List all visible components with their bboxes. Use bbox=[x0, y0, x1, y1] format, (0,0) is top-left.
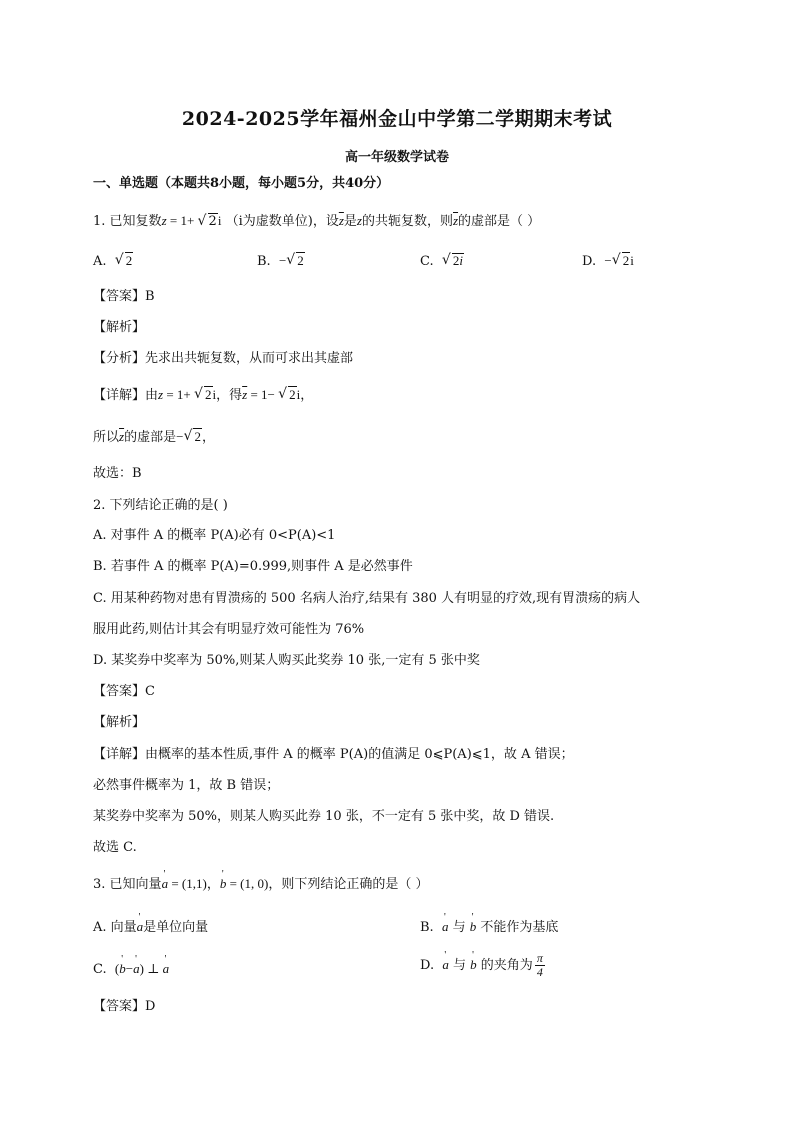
q2-detail-2: 必然事件概率为 1，故 B 错误； bbox=[93, 778, 280, 793]
q2-option-d: D. 某奖券中奖率为 50%,则某人购买此奖券 10 张,一定有 5 张中奖 bbox=[93, 653, 480, 668]
q1-conclusion: 所以z的虚部是− √ 2， bbox=[93, 428, 215, 447]
q2-option-c-line2: 服用此药,则估计其会有明显疗效可能性为 76% bbox=[93, 622, 365, 637]
q3-option-c: C. (' b−' a) ⊥ ' a bbox=[93, 960, 169, 979]
q2-detail-1: 【详解】由概率的基本性质,事件 A 的概率 P(A)的值满足 0⩽P(A)⩽1，故 A 错误； bbox=[93, 747, 574, 762]
q1-choose: 故选：B bbox=[93, 466, 142, 481]
q2-analysis-label: 【解析】 bbox=[93, 715, 146, 730]
q1-detail: 【详解】由z = 1+ √ 2i，得z = 1− √ 2i， bbox=[93, 386, 313, 405]
question-1-stem: 1. 已知复数z = 1+ √ 2i （i为虚数单位)，设z是z的共轭复数，则z的虚部是（ ） bbox=[93, 212, 540, 231]
q3-answer: 【答案】D bbox=[93, 999, 156, 1014]
q1-option-c: C. √ 2i bbox=[420, 252, 464, 271]
q1-option-a: A. √ 2 bbox=[93, 252, 133, 271]
q2-option-b: B. 若事件 A 的概率 P(A)=0.999,则事件 A 是必然事件 bbox=[93, 559, 413, 574]
q3-option-a: A. 向量' a是单位向量 bbox=[93, 918, 208, 937]
q2-option-a: A. 对事件 A 的概率 P(A)必有 0<P(A)<1 bbox=[93, 528, 336, 543]
section-heading: 一、单选题（本题共8小题，每小题5分，共40分） bbox=[93, 176, 390, 191]
q3-option-d: D. ' a 与 ' b 的夹角为 $\frac{\pi}{4}$ bbox=[420, 952, 547, 979]
q1-analysis-label: 【解析】 bbox=[93, 320, 146, 335]
q1-fenxi: 【分析】先求出共轭复数，从而可求出其虚部 bbox=[93, 351, 354, 366]
question-number: 1. bbox=[93, 214, 106, 229]
question-3-stem: 3. 已知向量' a = (1,1)，' b = (1, 0)，则下列结论正确的是（ ） bbox=[93, 875, 428, 894]
q2-choose: 故选 C. bbox=[93, 840, 137, 855]
page-title: 2024-2025学年福州金山中学第二学期期末考试 bbox=[181, 108, 613, 130]
q2-detail-3: 某奖券中奖率为 50%，则某人购买此券 10 张，不一定有 5 张中奖，故 D 错误. bbox=[93, 809, 555, 824]
q1-option-d: D. − √ 2i bbox=[582, 252, 634, 271]
q1-answer: 【答案】B bbox=[93, 289, 155, 304]
q2-answer: 【答案】C bbox=[93, 684, 155, 699]
page-subtitle: 高一年级数学试卷 bbox=[344, 150, 449, 165]
q2-option-c-line1: C. 用某种药物对患有胃溃疡的 500 名病人治疗,结果有 380 人有明显的疗效,现有胃溃疡的病人 bbox=[93, 591, 641, 606]
question-2-stem: 2. 下列结论正确的是( ) bbox=[93, 498, 228, 513]
q1-option-b: B. − √ 2 bbox=[257, 252, 305, 271]
q3-option-b: B. ' a 与 ' b 不能作为基底 bbox=[420, 918, 558, 937]
